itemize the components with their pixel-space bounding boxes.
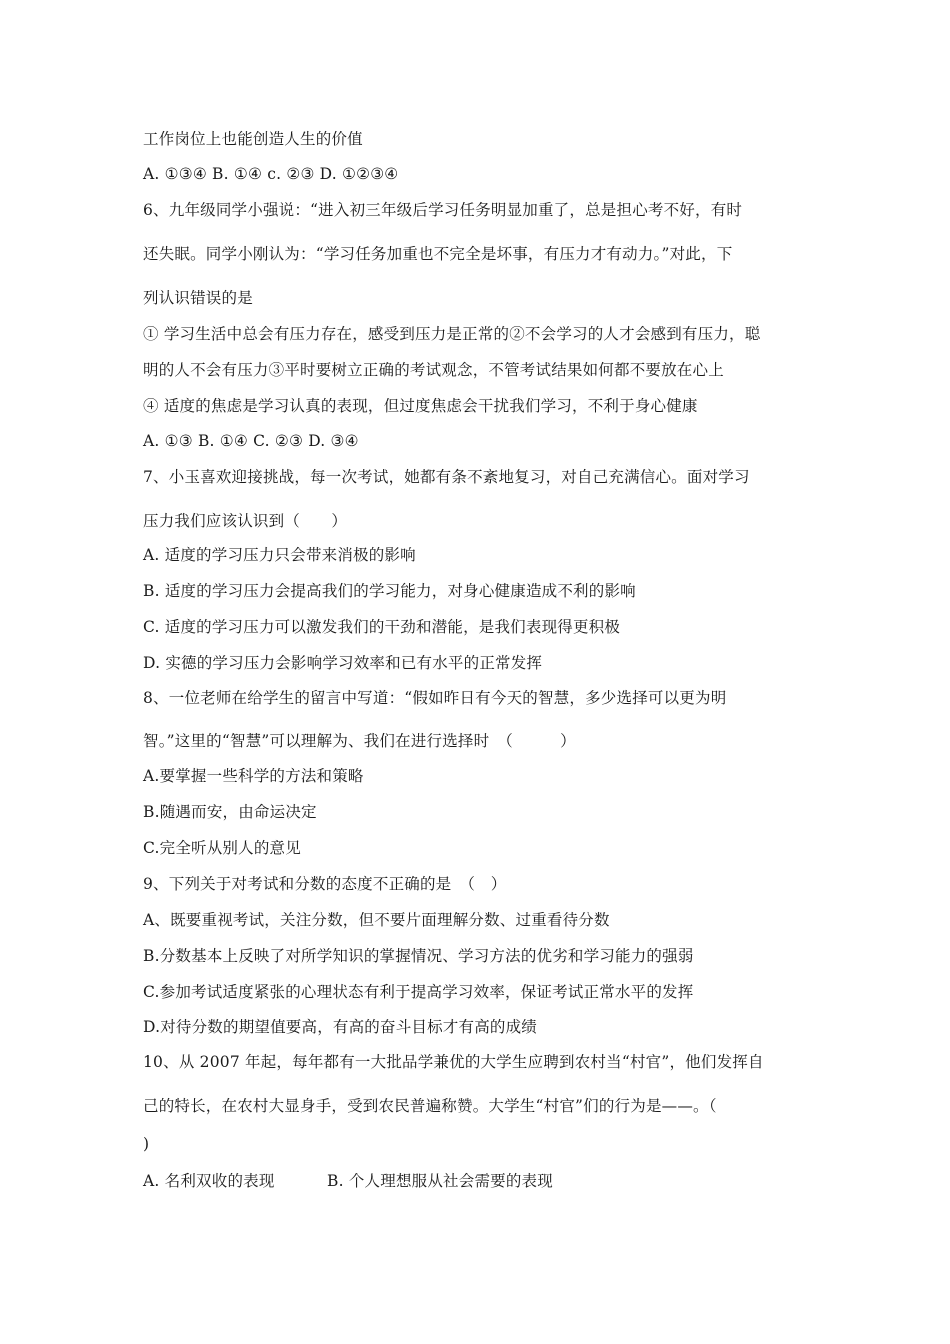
option-b: B. 个人理想服从社会需要的表现 [327,1172,553,1190]
text-line: B. 适度的学习压力会提高我们的学习能力，对身心健康造成不利的影响 [143,582,636,600]
text-line: 还失眠。同学小刚认为：“学习任务加重也不完全是坏事，有压力才有动力。”对此，下 [143,245,733,263]
text-line: 明的人不会有压力③平时要树立正确的考试观念，不管考试结果如何都不要放在心上 [143,361,724,379]
question-6-stem: 6、九年级同学小强说：“进入初三年级后学习任务明显加重了，总是担心考不好，有时 [143,201,743,219]
text-line: B.随遇而安，由命运决定 [143,803,317,821]
question-9-stem: 9、下列关于对考试和分数的态度不正确的是 （ ） [143,875,507,893]
text-line: A、既要重视考试，关注分数，但不要片面理解分数、过重看待分数 [143,911,610,929]
text-line: 列认识错误的是 [143,289,253,307]
options-line [143,1171,553,1191]
text-line: A. ①③ B. ①④ C. ②③ D. ③④ [143,432,359,450]
text-line: ) [143,1135,150,1153]
question-7-stem: 7、小玉喜欢迎接挑战，每一次考试，她都有条不紊地复习，对自己充满信心。面对学习 [143,468,750,486]
question-10-stem: 10、从 2007 年起，每年都有一大批品学兼优的大学生应聘到农村当“村官”，他们发挥自 [143,1053,764,1071]
text-line: B.分数基本上反映了对所学知识的掌握情况、学习方法的优劣和学习能力的强弱 [143,947,694,965]
option-a: A. 名利双收的表现 [143,1172,275,1190]
text-line: C.完全听从别人的意见 [143,839,301,857]
text-line: 工作岗位上也能创造人生的价值 [143,130,363,148]
text-line: 智。”这里的“智慧”可以理解为、我们在进行选择时 （ ） [143,732,576,750]
text-line: ④ 适度的焦虑是学习认真的表现，但过度焦虑会干扰我们学习，不利于身心健康 [143,397,698,415]
text-line: C.参加考试适度紧张的心理状态有利于提高学习效率，保证考试正常水平的发挥 [143,983,694,1001]
text-line: D.对待分数的期望值要高，有高的奋斗目标才有高的成绩 [143,1018,538,1036]
text-line: D. 实德的学习压力会影响学习效率和已有水平的正常发挥 [143,654,543,672]
text-line: 己的特长，在农村大显身手，受到农民普遍称赞。大学生“村官”们的行为是——。（ [143,1097,717,1115]
text-line: A. ①③④ B. ①④ c. ②③ D. ①②③④ [143,165,399,183]
text-line: 压力我们应该认识到（ ） [143,512,348,530]
text-line: A.要掌握一些科学的方法和策略 [143,767,364,785]
text-line: A. 适度的学习压力只会带来消极的影响 [143,546,416,564]
text-line: ① 学习生活中总会有压力存在，感受到压力是正常的②不会学习的人才会感到有压力，聪 [143,325,761,343]
text-line: C. 适度的学习压力可以激发我们的干劲和潜能，是我们表现得更积极 [143,618,621,636]
question-8-stem: 8、一位老师在给学生的留言中写道：“假如昨日有今天的智慧，多少选择可以更为明 [143,689,727,707]
